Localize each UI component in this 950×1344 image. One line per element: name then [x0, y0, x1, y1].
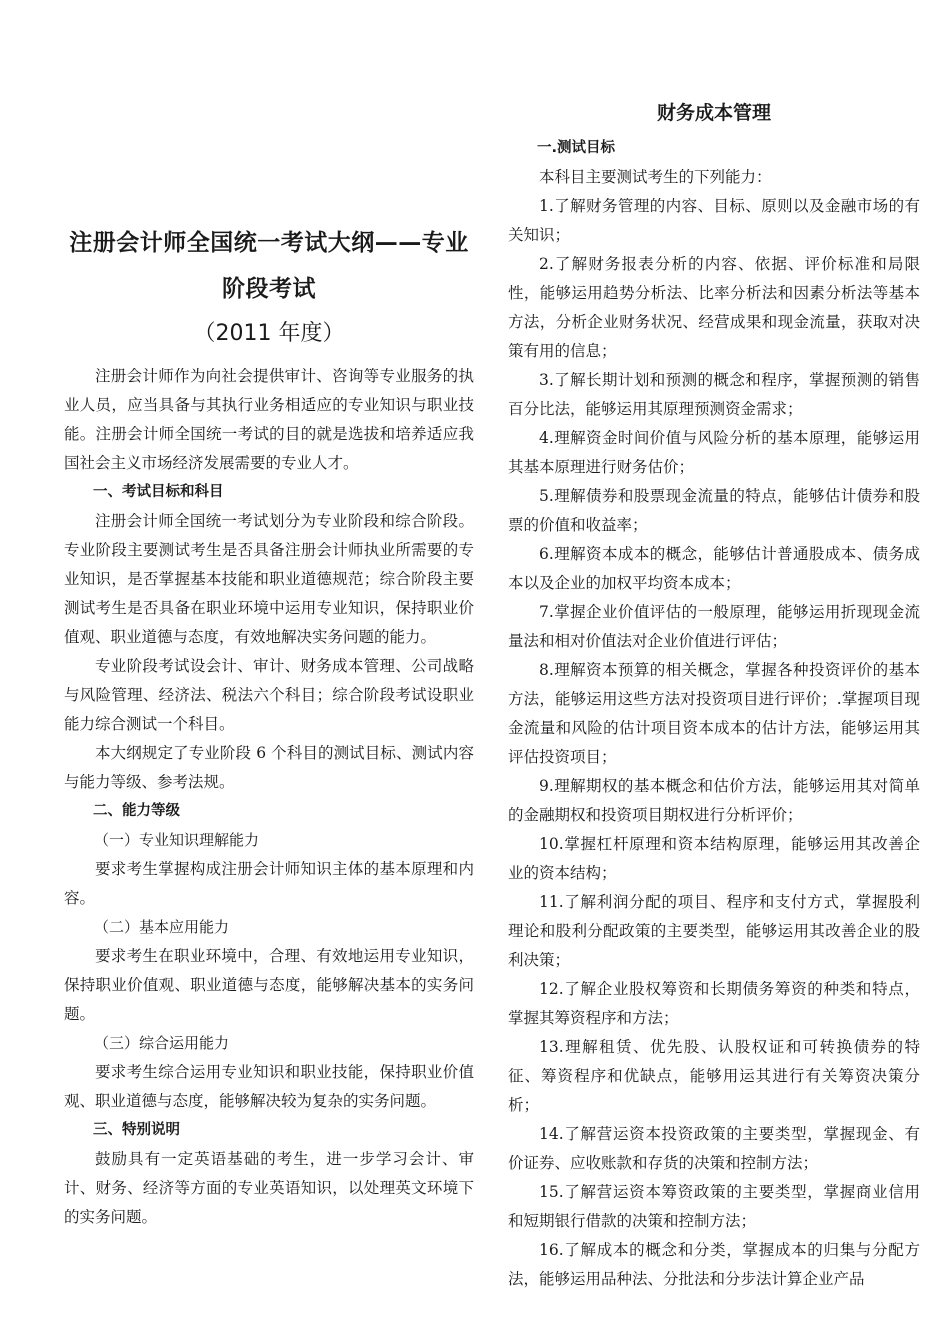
paragraph: 本大纲规定了专业阶段 6 个科目的测试目标、测试内容与能力等级、参考法规。: [64, 744, 474, 791]
subsection-heading: （一）专业知识理解能力: [94, 831, 260, 849]
section-title: 财务成本管理: [656, 102, 771, 124]
paragraph: 7.掌握企业价值评估的一般原理，能够运用折现现金流量法和相对价值法对企业价值进行评估；: [508, 603, 920, 650]
paragraph: 注册会计师全国统一考试划分为专业阶段和综合阶段。专业阶段主要测试考生是否具备注册会计师执业所需要的专业知识，是否掌握基本技能和职业道德规范；综合阶段主要测试考生是否具备在职业环境中运用专业知识，保持职业价值观、职业道德与态度，有效地解决实务问题的能力。: [64, 512, 474, 646]
right-body: [508, 134, 920, 1294]
paragraph: 2.了解财务报表分析的内容、依据、评价标准和局限性，能够运用趋势分析法、比率分析法和因素分析法等基本方法，分析企业财务状况、经营成果和现金流量，获取对决策有用的信息；: [508, 255, 920, 360]
section-heading: 一.测试目标: [537, 140, 616, 156]
left-body: [64, 362, 474, 1232]
left-column: [64, 0, 474, 1344]
paragraph: 5.理解债券和股票现金流量的特点，能够估计债券和股票的价值和收益率；: [508, 487, 920, 534]
paragraph: 14.了解营运资本投资政策的主要类型，掌握现金、有价证券、应收账款和存货的决策和控制方法；: [508, 1125, 920, 1172]
right-column: [508, 0, 920, 1344]
paragraph: 要求考生综合运用专业知识和职业技能，保持职业价值观、职业道德与态度，能够解决较为复杂的实务问题。: [64, 1063, 474, 1110]
document-year: （2011 年度）: [193, 321, 345, 346]
paragraph: 6.理解资本成本的概念，能够估计普通股成本、债务成本以及企业的加权平均资本成本；: [508, 545, 920, 592]
paragraph: 要求考生在职业环境中，合理、有效地运用专业知识，保持职业价值观、职业道德与态度，能够解决基本的实务问题。: [64, 947, 474, 1023]
paragraph: 12.了解企业股权筹资和长期债务筹资的种类和特点，掌握其筹资程序和方法；: [508, 980, 920, 1027]
paragraph: 4.理解资金时间价值与风险分析的基本原理，能够运用其基本原理进行财务估价；: [508, 429, 920, 476]
paragraph: 专业阶段考试设会计、审计、财务成本管理、公司战略与风险管理、经济法、税法六个科目；综合阶段考试设职业能力综合测试一个科目。: [64, 657, 474, 733]
paragraph: 鼓励具有一定英语基础的考生，进一步学习会计、审计、财务、经济等方面的专业英语知识，以处理英文环境下的实务问题。: [64, 1150, 474, 1226]
paragraph: 9.理解期权的基本概念和估价方法，能够运用其对简单的金融期权和投资项目期权进行分析评价；: [508, 777, 920, 824]
subsection-heading: （二）基本应用能力: [94, 918, 230, 936]
subsection-heading: （三）综合运用能力: [94, 1034, 230, 1052]
section-heading: 一、考试目标和科目: [93, 484, 224, 500]
section-heading: 三、特别说明: [93, 1122, 180, 1138]
document-title: 注册会计师全国统一考试大纲——专业阶段考试: [69, 230, 469, 302]
paragraph: 15.了解营运资本筹资政策的主要类型，掌握商业信用和短期银行借款的决策和控制方法；: [508, 1183, 920, 1230]
paragraph: 8.理解资本预算的相关概念，掌握各种投资评价的基本方法，能够运用这些方法对投资项目进行评价；.掌握项目现金流量和风险的估计项目资本成本的估计方法，能够运用其评估投资项目；: [508, 661, 920, 766]
paragraph: 3.了解长期计划和预测的概念和程序，掌握预测的销售百分比法，能够运用其原理预测资金需求；: [508, 371, 920, 418]
paragraph: 16.了解成本的概念和分类，掌握成本的归集与分配方法，能够运用品种法、分批法和分步法计算企业产品: [508, 1241, 920, 1288]
paragraph: 1.了解财务管理的内容、目标、原则以及金融市场的有关知识；: [508, 197, 920, 244]
paragraph: 11.了解利润分配的项目、程序和支付方式，掌握股利理论和股利分配政策的主要类型，能够运用其改善企业的股利决策；: [508, 893, 920, 969]
paragraph: 10.掌握杠杆原理和资本结构原理，能够运用其改善企业的资本结构；: [508, 835, 920, 882]
paragraph: 注册会计师作为向社会提供审计、咨询等专业服务的执业人员，应当具备与其执行业务相适应的专业知识与职业技能。注册会计师全国统一考试的目的就是选拔和培养适应我国社会主义市场经济发展需要的专业人才。: [64, 367, 474, 472]
paragraph: 13.理解租赁、优先股、认股权证和可转换债券的特征、筹资程序和优缺点，能够用运其进行有关筹资决策分析；: [508, 1038, 920, 1114]
paragraph: 本科目主要测试考生的下列能力：: [539, 168, 772, 186]
section-heading: 二、能力等级: [93, 803, 180, 819]
paragraph: 要求考生掌握构成注册会计师知识主体的基本原理和内容。: [64, 860, 474, 907]
